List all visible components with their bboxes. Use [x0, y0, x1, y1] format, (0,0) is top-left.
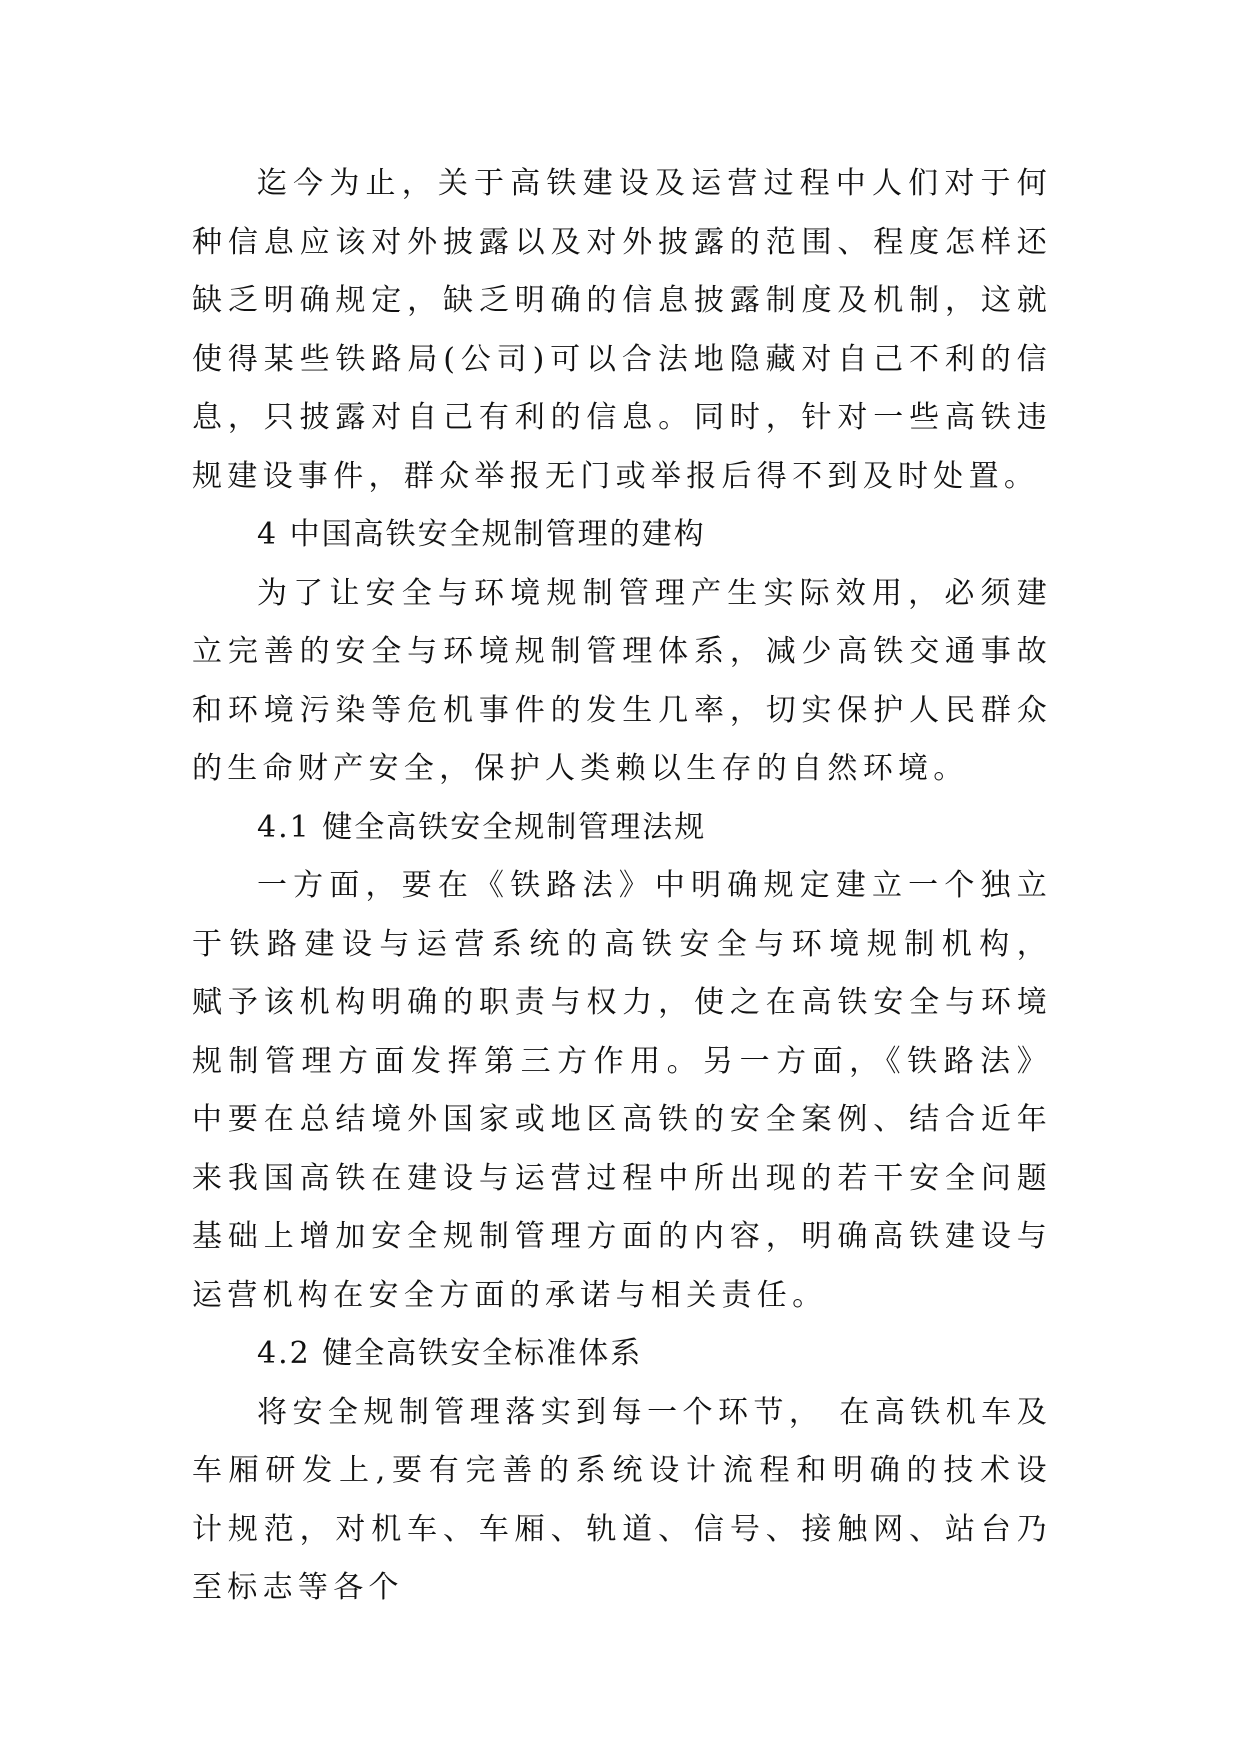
section-heading-4-1: 4.1 健全高铁安全规制管理法规 — [257, 809, 707, 845]
paragraph-railway-law: 一方面，要在《铁路法》中明确规定建立一个独立于铁路建设与运营系统的高铁安全与环境规制机构， 赋予该机构明确的职责与权力，使之在高铁安全与环境规制管理方面发挥第三方作用。另一方面，《铁路法》中要在总结境外国家或地区高铁的安全案例、结合近年来我国高铁在建设与运营过程中所出现的若干安全问题基础上增加安全规制管理方面的内容，明确高铁建设与运营机构在安全方面的承诺与相关责任。 — [192, 868, 1052, 1313]
paragraph-info-disclosure: 迄今为止，关于高铁建设及运营过程中人们对于何种信息应该对外披露以及对外披露的范围、程度怎样还缺乏明确规定，缺乏明确的信息披露制度及机制，这就使得某些铁路局(公司)可以合法地隐藏对自己不利的信息，只披露对自己有利的信息。同时，针对一些高铁违规建设事件，群众举报无门或举报后得不到及时处置。 — [192, 166, 1052, 494]
section-heading-4-2: 4.2 健全高铁安全标准体系 — [257, 1336, 643, 1371]
document-body — [192, 155, 1052, 1618]
paragraph-safety-standards: 将安全规制管理落实到每一个环节， 在高铁机车及车厢研发上,要有完善的系统设计流程和明确的技术设计规范，对机车、车厢、轨道、信号、接触网、站台乃至标志等各个 — [192, 1394, 1052, 1605]
paragraph-regulation-system: 为了让安全与环境规制管理产生实际效用，必须建立完善的安全与环境规制管理体系，减少高铁交通事故和环境污染等危机事件的发生几率，切实保护人民群众的生命财产安全，保护人类赖以生存的自然环境。 — [192, 575, 1052, 786]
section-heading-4: 4 中国高铁安全规制管理的建构 — [257, 517, 706, 552]
